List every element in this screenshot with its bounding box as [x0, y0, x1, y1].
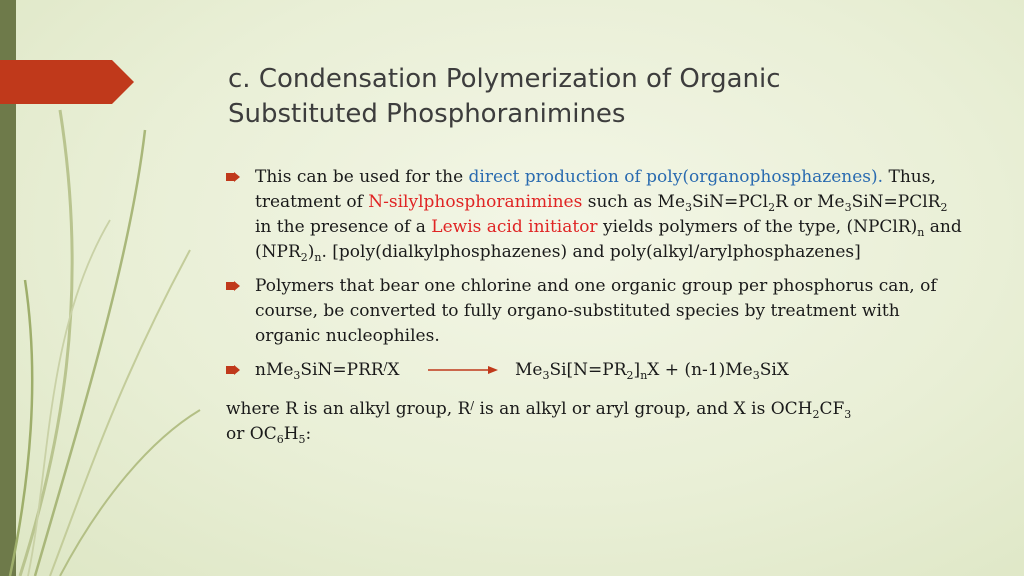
- text-run: where R is an alkyl group, R: [226, 399, 471, 419]
- subscript: 3: [542, 369, 550, 382]
- reaction-equation: [226, 358, 966, 383]
- text-run: Thus, treatment of: [255, 167, 936, 212]
- text-run: . [poly(dialkylphosphazenes) and poly(alkyl/arylphosphazenes]: [321, 242, 861, 262]
- superscript: /: [470, 399, 475, 412]
- text-run: such as Me: [582, 192, 686, 212]
- arrow-bullet-icon: [226, 365, 240, 375]
- slide-title: [228, 62, 988, 132]
- text-run: H: [283, 424, 299, 444]
- text-run: X: [387, 360, 400, 380]
- text-run: SiN=PCl: [692, 192, 769, 212]
- text-run: ): [307, 242, 315, 262]
- subscript: 2: [300, 251, 308, 264]
- text-run: and (NPR: [255, 217, 962, 262]
- subscript: 3: [293, 369, 301, 382]
- text-run: or OC: [226, 424, 277, 444]
- superscript: /: [383, 360, 388, 373]
- text-run: X + (n-1)Me: [647, 360, 753, 380]
- text-run: nMe: [255, 360, 294, 380]
- subscript: 3: [844, 201, 852, 214]
- text-run: This can be used for the: [255, 167, 469, 187]
- bullet-text: Polymers that bear one chlorine and one organic group per phosphorus can, of course, be converted to fully organo-substituted species by treatment with organic nucleophiles.: [255, 276, 937, 346]
- bullet-item: [226, 165, 966, 265]
- highlight-n-silylphosphoranimines: N-silylphosphoranimines: [368, 192, 583, 212]
- subscript: n: [640, 369, 648, 382]
- subscript: 2: [940, 201, 948, 214]
- subscript: 2: [626, 369, 634, 382]
- product: [515, 358, 789, 383]
- subscript: 5: [298, 433, 306, 446]
- slide-body: [226, 165, 966, 447]
- text-run: in the presence of a: [255, 217, 432, 237]
- text-run: yields polymers of the type, (NPClR): [597, 217, 918, 237]
- text-run: Me: [515, 360, 543, 380]
- subscript: 3: [685, 201, 693, 214]
- title-line1: Condensation Polymerization of Organic: [258, 64, 781, 94]
- arrow-bullet-icon: [226, 172, 240, 182]
- subscript: 3: [752, 369, 760, 382]
- text-run: SiX: [759, 360, 789, 380]
- text-run: R or Me: [775, 192, 845, 212]
- reactant: [255, 358, 400, 383]
- text-run: SiN=PClR: [851, 192, 941, 212]
- subscript: n: [314, 251, 322, 264]
- highlight-lewis-acid-initiator: Lewis acid initiator: [431, 217, 598, 237]
- reaction-arrow-icon: [428, 364, 500, 376]
- subscript: 2: [812, 408, 820, 421]
- highlight-direct-production: direct production of poly(organophosphazenes).: [468, 167, 884, 187]
- text-run: :: [305, 424, 312, 444]
- text-run: Si[N=PR: [549, 360, 627, 380]
- arrow-bullet-icon: [226, 281, 240, 291]
- text-run: ]: [633, 360, 641, 380]
- text-run: SiN=PRR: [300, 360, 384, 380]
- title-prefix: c.: [228, 64, 251, 94]
- text-run: is an alkyl or aryl group, and X is OCH: [474, 399, 813, 419]
- text-run: CF: [819, 399, 845, 419]
- title-arrow-shape: [0, 60, 134, 104]
- subscript: n: [917, 226, 925, 239]
- subscript: 2: [768, 201, 776, 214]
- subscript: 6: [276, 433, 284, 446]
- title-line2: Substituted Phosphoranimines: [228, 99, 626, 129]
- bullet-item: [226, 274, 966, 349]
- footnote-text: [226, 397, 966, 447]
- subscript: 3: [844, 408, 852, 421]
